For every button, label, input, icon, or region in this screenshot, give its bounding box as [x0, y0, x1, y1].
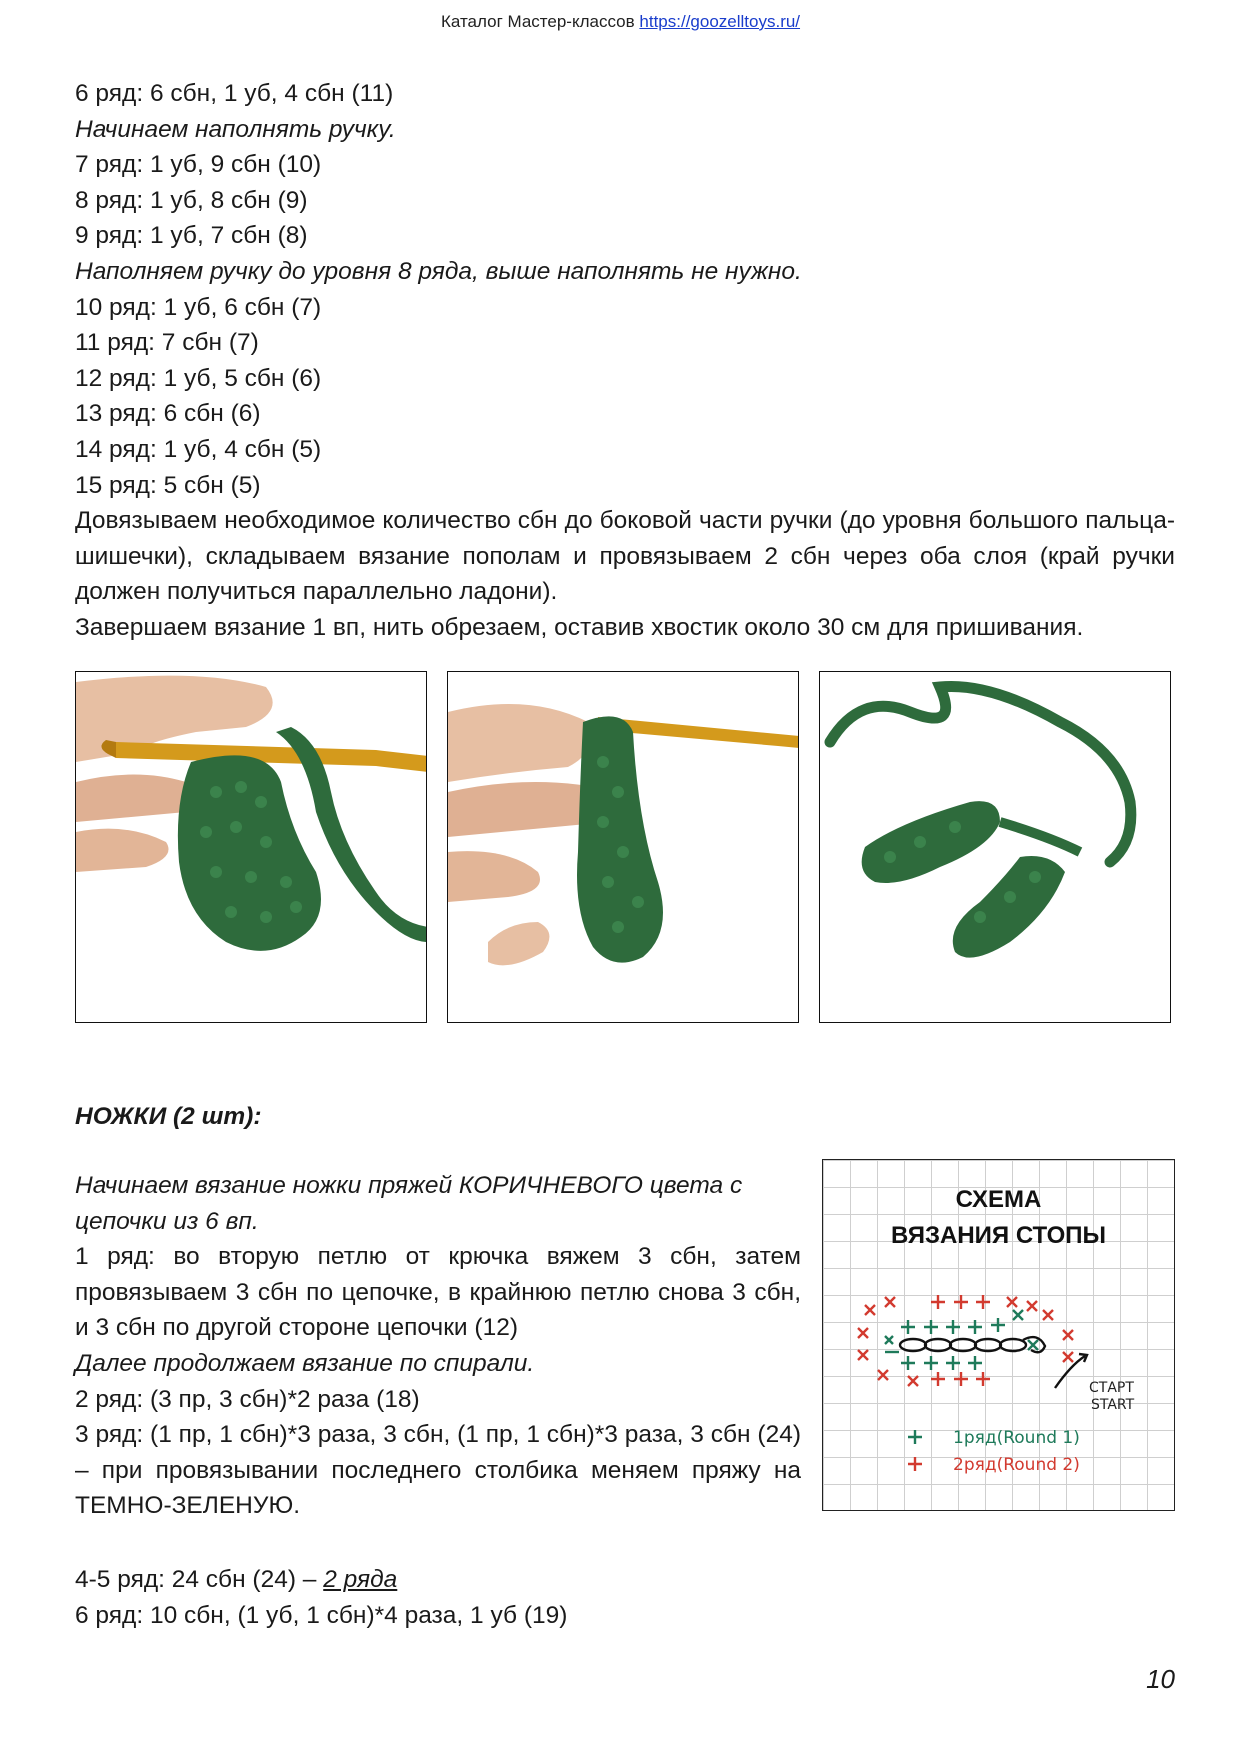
scheme-legend-2: 2ряд(Round 2) [953, 1455, 1080, 1475]
photo-handle-step-1 [75, 671, 427, 1023]
note-line: Наполняем ручку до уровня 8 ряда, выше наполнять не нужно. [75, 257, 802, 285]
row-line: 10 ряд: 1 уб, 6 сбн (7) [75, 293, 322, 321]
section-title: НОЖКИ (2 шт): [75, 1103, 262, 1130]
scheme-legend-1: 1ряд(Round 1) [953, 1428, 1080, 1448]
row-line: 6 ряд: 6 сбн, 1 уб, 4 сбн (11) [75, 80, 394, 107]
row-line: 13 ряд: 6 сбн (6) [75, 400, 261, 428]
legs-intro: Начинаем вязание ножки пряжей КОРИЧНЕВОГО цвета с цепочки из 6 вп. [75, 1172, 743, 1235]
header-link[interactable]: https://goozelltoys.ru/ [639, 12, 801, 31]
photo-finished-handles [819, 671, 1171, 1023]
row-line: 7 ряд: 1 уб, 9 сбн (10) [75, 151, 322, 179]
row-line: 8 ряд: 1 уб, 8 сбн (9) [75, 186, 308, 214]
note-line: Начинаем наполнять ручку. [75, 115, 396, 143]
foot-scheme [822, 1159, 1175, 1511]
scheme-start-ru: СТАРТ [1089, 1380, 1134, 1396]
legs-row2: 2 ряд: (3 пр, 3 сбн)*2 раза (18) [75, 1385, 420, 1413]
row-line: 15 ряд: 5 сбн (5) [75, 471, 261, 499]
row-line: 9 ряд: 1 уб, 7 сбн (8) [75, 222, 308, 250]
legs-instructions [75, 1168, 801, 1524]
finish-paragraph: Довязываем необходимое количество сбн до боковой части ручки (до уровня большого пальца-шишечки), складываем вязание пополам и провязываем 2 сбн через оба слоя (край ручки должен получиться параллельно ладони). [75, 507, 1175, 606]
scheme-title-line1: СХЕМА [955, 1186, 1042, 1213]
photo-handle-step-2 [447, 671, 799, 1023]
legs-row1: 1 ряд: во вторую петлю от крючка вяжем 3 сбн, затем провязываем 3 сбн по цепочке, в крайнюю петлю снова 3 сбн, и 3 сбн по другой стороне цепочки (12) [75, 1243, 801, 1342]
legs-row45 [75, 1562, 567, 1598]
legs-row45-emph: 2 ряда [323, 1566, 398, 1593]
finish-line: Завершаем вязание 1 вп, нить обрезаем, оставив хвостик около 30 см для пришивания. [75, 613, 1084, 641]
row-line: 11 ряд: 7 сбн (7) [75, 329, 259, 357]
scheme-start-en: START [1091, 1397, 1135, 1413]
page-header [0, 12, 1241, 32]
handle-instructions [75, 76, 1175, 646]
row-line: 14 ряд: 1 уб, 4 сбн (5) [75, 435, 322, 463]
legs-row3: 3 ряд: (1 пр, 1 сбн)*3 раза, 3 сбн, (1 пр, 1 сбн)*3 раза, 3 сбн (24) – при провязывании последнего столбика меняем пряжу на ТЕМНО-ЗЕЛЕНУЮ. [75, 1421, 801, 1520]
legs-spiral-note: Далее продолжаем вязание по спирали. [75, 1349, 535, 1377]
page-number: 10 [1146, 1664, 1175, 1694]
legs-row45-text: 4-5 ряд: 24 сбн (24) – [75, 1566, 324, 1593]
legs-row6: 6 ряд: 10 сбн, (1 уб, 1 сбн)*4 раза, 1 уб (19) [75, 1601, 568, 1629]
legs-rows-continued [75, 1562, 567, 1633]
row-line: 12 ряд: 1 уб, 5 сбн (6) [75, 364, 322, 392]
header-prefix: Каталог Мастер-классов [440, 12, 635, 31]
scheme-title-line2: ВЯЗАНИЯ СТОПЫ [890, 1222, 1107, 1249]
